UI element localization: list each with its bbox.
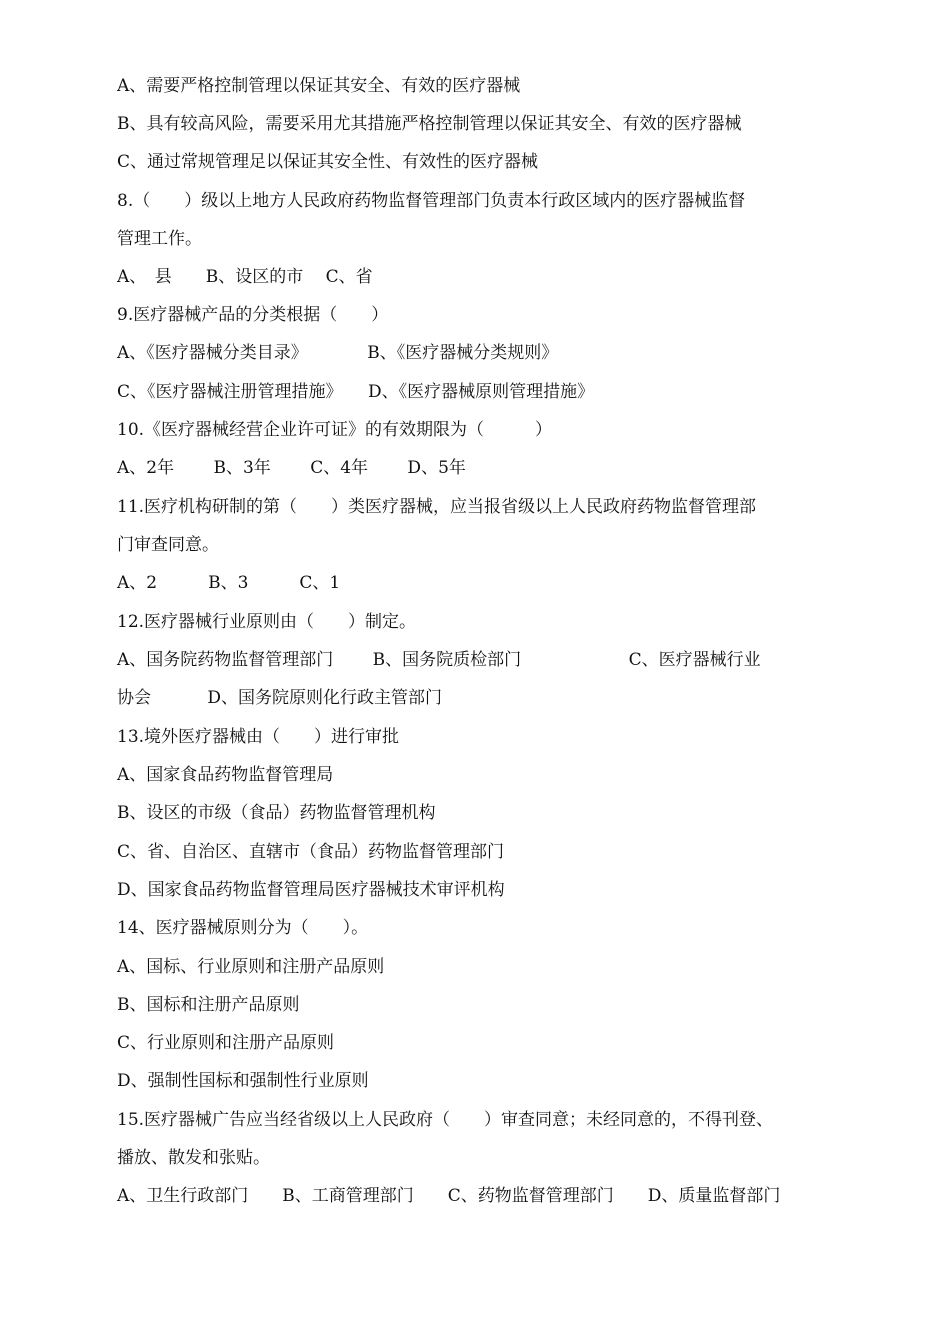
option-13c: C、省、自治区、直辖市（食品）药物监督管理部门 — [117, 842, 505, 862]
question-11: 11.医疗机构研制的第（ ）类医疗器械，应当报省级以上人民政府药物监督管理部 — [117, 497, 757, 517]
option-13d: D、国家食品药物监督管理局医疗器械技术审评机构 — [117, 880, 505, 900]
options-9-ab: A、《医疗器械分类目录》 B、《医疗器械分类规则》 — [117, 343, 559, 363]
option-14c: C、行业原则和注册产品原则 — [117, 1033, 335, 1053]
options-8: A、 县 B、设区的市 C、省 — [117, 267, 373, 287]
question-15: 15.医疗器械广告应当经省级以上人民政府（ ）审查同意；未经同意的，不得刊登、 — [117, 1110, 774, 1130]
question-13: 13.境外医疗器械由（ ）进行审批 — [117, 727, 400, 747]
option-14d: D、强制性国标和强制性行业原则 — [117, 1071, 369, 1091]
options-9-cd: C、《医疗器械注册管理措施》 D、《医疗器械原则管理措施》 — [117, 382, 595, 402]
option-7c: C、通过常规管理足以保证其安全性、有效性的医疗器械 — [117, 152, 539, 172]
question-10: 10.《医疗器械经营企业许可证》的有效期限为（ ） — [117, 420, 553, 440]
question-14: 14、医疗器械原则分为（ ）。 — [117, 918, 369, 938]
option-14a: A、国标、行业原则和注册产品原则 — [117, 957, 385, 977]
option-13a: A、国家食品药物监督管理局 — [117, 765, 334, 785]
question-12: 12.医疗器械行业原则由（ ）制定。 — [117, 612, 417, 632]
option-7b: B、具有较高风险，需要采用尤其措施严格控制管理以保证其安全、有效的医疗器械 — [117, 114, 742, 134]
question-11-cont: 门审查同意。 — [117, 535, 219, 555]
options-11: A、2 B、3 C、1 — [117, 573, 341, 593]
option-14b: B、国标和注册产品原则 — [117, 995, 300, 1015]
question-8: 8.（ ）级以上地方人民政府药物监督管理部门负责本行政区域内的医疗器械监督 — [117, 191, 746, 211]
option-13b: B、设区的市级（食品）药物监督管理机构 — [117, 803, 436, 823]
question-8-cont: 管理工作。 — [117, 229, 202, 249]
options-15: A、卫生行政部门 B、工商管理部门 C、药物监督管理部门 D、质量监督部门 — [117, 1186, 781, 1206]
options-10: A、2年 B、3年 C、4年 D、5年 — [117, 458, 466, 478]
option-7a: A、需要严格控制管理以保证其安全、有效的医疗器械 — [117, 76, 521, 96]
question-9: 9.医疗器械产品的分类根据（ ） — [117, 305, 389, 325]
question-15-cont: 播放、散发和张贴。 — [117, 1148, 270, 1168]
options-12-cont: 协会 D、国务院原则化行政主管部门 — [117, 688, 443, 708]
options-12: A、国务院药物监督管理部门 B、国务院质检部门 C、医疗器械行业 — [117, 650, 761, 670]
